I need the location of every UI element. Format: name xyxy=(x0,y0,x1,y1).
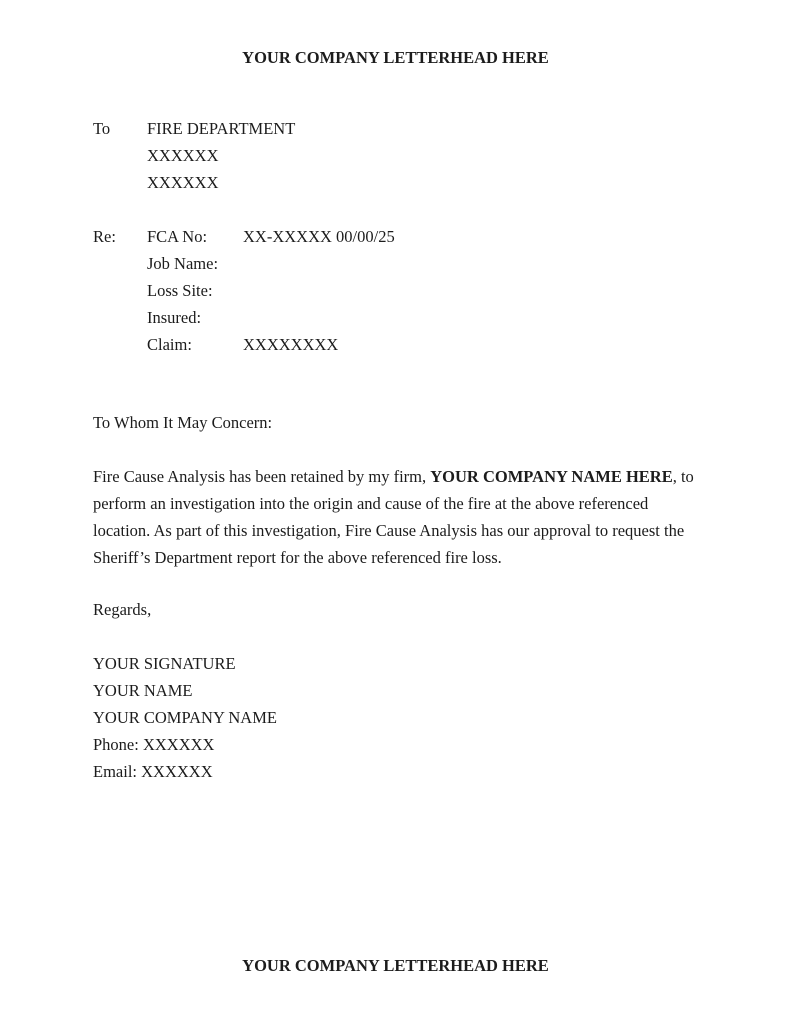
signature-placeholder: YOUR SIGNATURE xyxy=(93,654,236,673)
closing: Regards, xyxy=(93,600,152,619)
recipient-name: FIRE DEPARTMENT xyxy=(147,119,296,138)
company-name-placeholder: YOUR COMPANY NAME HERE xyxy=(430,467,673,486)
sender-company-placeholder: YOUR COMPANY NAME xyxy=(93,708,277,727)
recipient-block xyxy=(93,115,698,196)
recipient-label: To xyxy=(93,119,111,138)
signature-block xyxy=(93,650,698,785)
reference-field-label: Insured: xyxy=(147,308,202,327)
reference-field-value xyxy=(243,277,698,304)
reference-block xyxy=(93,223,698,358)
sender-name-placeholder: YOUR NAME xyxy=(93,681,193,700)
body-text-before-bold: Fire Cause Analysis has been retained by my firm, xyxy=(93,467,431,486)
reference-field-label: Loss Site: xyxy=(147,281,213,300)
reference-field-label: Job Name: xyxy=(147,254,219,273)
recipient-spacer xyxy=(93,169,147,196)
reference-field-label: FCA No: xyxy=(147,227,208,246)
recipient-address-line1: XXXXXX xyxy=(147,146,219,165)
reference-field-label: Claim: xyxy=(147,335,192,354)
reference-field-value xyxy=(243,304,698,331)
reference-spacer xyxy=(93,250,147,277)
body-text-after-bold: , to perform an investigation into the origin and cause of the fire at the above referenced location. As part of this investigation, Fire Cause Analysis has our approval to request the Sheriff’s Department report for the above referenced fire loss. xyxy=(93,467,694,567)
reference-spacer xyxy=(93,304,147,331)
reference-field-value: XX-XXXXX 00/00/25 xyxy=(243,227,395,246)
reference-label: Re: xyxy=(93,227,116,246)
reference-field-value xyxy=(243,250,698,277)
body-paragraph xyxy=(93,463,698,571)
reference-spacer xyxy=(93,277,147,304)
reference-field-value: XXXXXXXX xyxy=(243,335,339,354)
letterhead-footer: YOUR COMPANY LETTERHEAD HERE xyxy=(242,956,549,975)
sender-phone: Phone: XXXXXX xyxy=(93,735,215,754)
recipient-spacer xyxy=(93,142,147,169)
salutation: To Whom It May Concern: xyxy=(93,413,273,432)
sender-email: Email: XXXXXX xyxy=(93,762,213,781)
letterhead-header: YOUR COMPANY LETTERHEAD HERE xyxy=(242,48,549,67)
reference-spacer xyxy=(93,331,147,358)
recipient-address-line2: XXXXXX xyxy=(147,173,219,192)
